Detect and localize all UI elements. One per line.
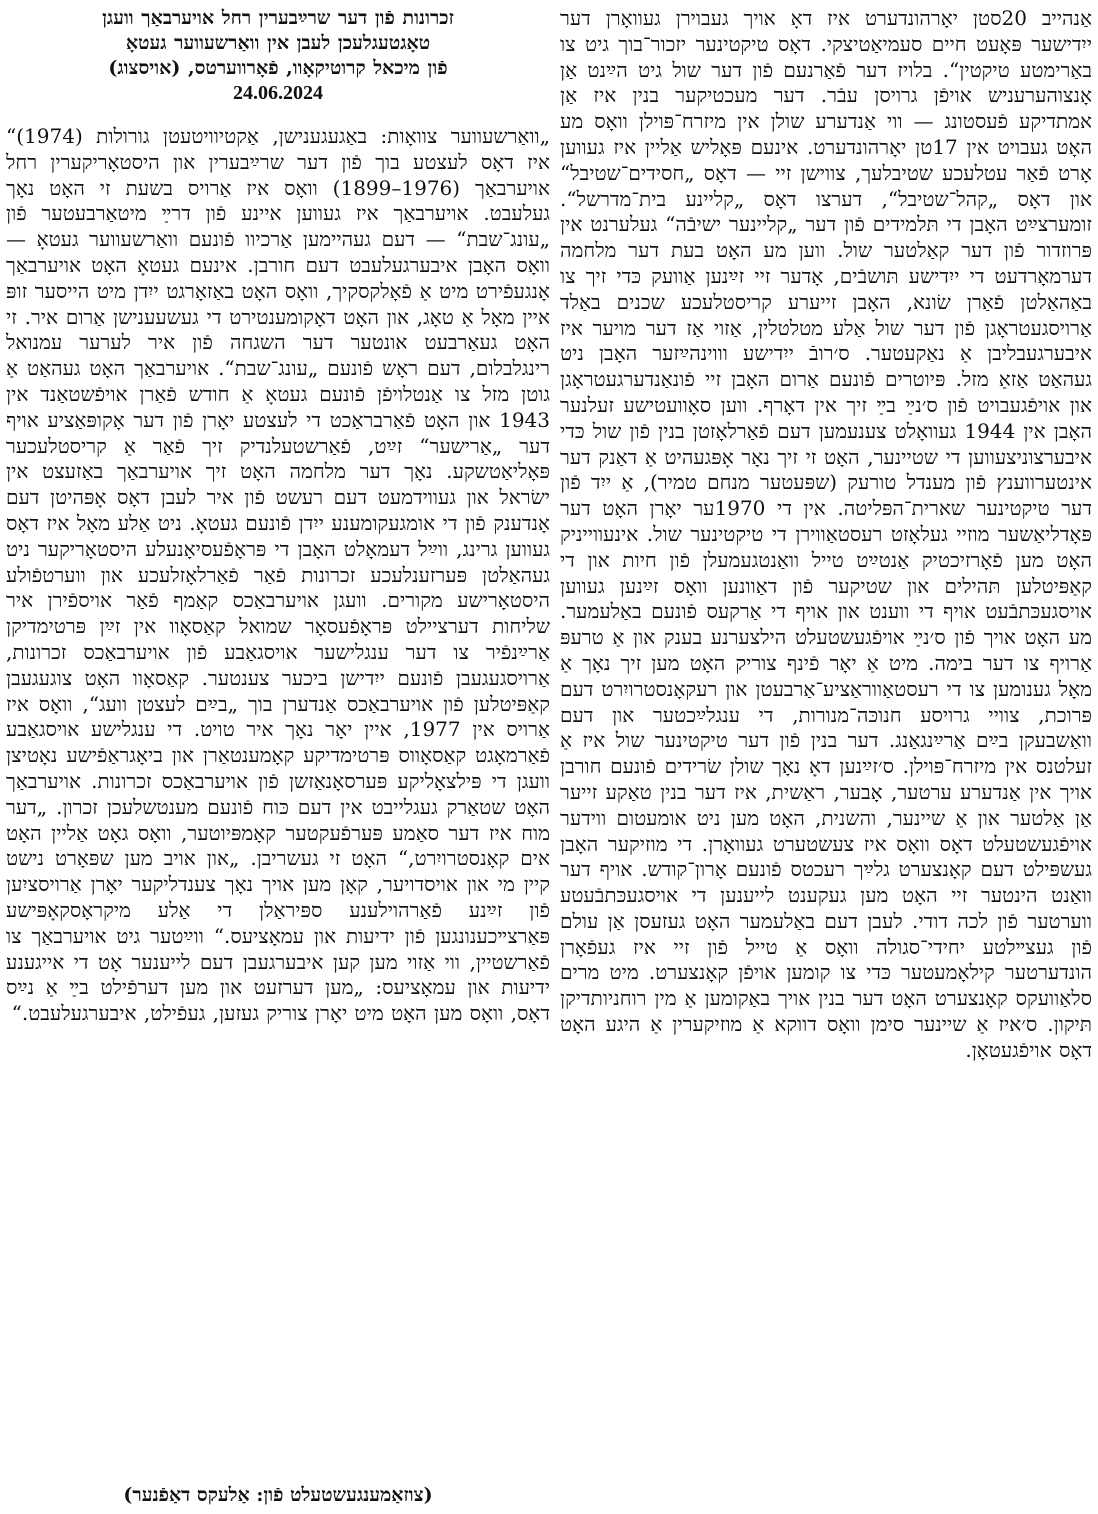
right-column: [560, 6, 1092, 1064]
right-column-paragraph: אַנהייב 20סטן יאָרהונדערט איז דאָ אויך געבוירן געוואָרן דער ייִדישער פּאָעט חיים סעמיאַטיצקי. דאָס טיקטינער יזכור־בוך גיט צו באַרימטע טיקטין“. בלויז דער פֿאַרנעם פֿון דער שול גיט הײַנט אַן אָנצוהערעניש אויפֿן גרויסן עבֿר. דער מעכטיקער בנין איז אַן אמתדיקע פֿעסטונג — ווי אַנדערע שולן אין מיזרח־פּוילן וואָס מע האָט געבויט אין 17טן יאָרהונדערט. אינעם פּאָליש אַליין איז געווען אָרט פֿאַר עטלעכע שטיבלעך, צווישן זיי — דאָס „חסידים־שטיבל“ און דאָס „קהל־שטיבל“, דערצו דאָס „קליינע בית־מדרשל“. זומערצײַט האָבן די תּלמידים פֿון דער „קליינער ישיבֿה“ געלערנט אין פּרוזדור פֿון דער קאַלטער שול. ווען מע האָט בעת דער מלחמה דערמאָרדעט די ייִדישע תּושבֿים, אָדער זיי זײַנען אַוועק כּדי זיך צו באַהאַלטן פֿאַרן שׂונא, האָבן זייערע קריסטלעכע שכנים באַלד אַרויסגעטראָגן פֿון דער שול אַלע מטלטלין, אַזוי אַז דער מויער איז איבערגעבליבן אַ נאַקעטער. ס׳רובֿ ייִדישע וווינהײַזער האָבן ניט געהאַט אַזאַ מזל. פּיוטרים פֿונעם אַרום האָבן זיי פֿונאַנדערגעטראָגן און אויפֿגעבויט פֿון ס׳נײַ בײַ זיך אין דאָרף. ווען סאָוועטישע זעלנער האָבן אין 1944 געוואָלט צענעמען דעם פֿאַרלאָזטן בנין פֿון שול כּדי איבערצוניצעווען די שטיינער, האָט זי זיך נאָר אָפּגעהיט אַ דאַנק דער אינטערווענץ פֿון מענדל טורעק (שפּעטער מנחם טמיר), אַ ייִד פֿון דער טיקטינער שארית־הפּליטה. אין די 1970ער יאָרן האָט דער פּאָדליאַשער מוזיי געלאָזט רעסטאַווירן די טיקטינער שול. אינעווייניק האָט מען פֿאָרזיכטיק אַנטײַט טייל וואַנטגעמעלן פֿון חיות און די קאַפּיטלען תּהילים און שטיקער פֿון דאַוונען וואָס זײַנען געווען אויסגעכּתבֿעט אויף די ווענט און אויף די אַרקעס פֿונעם באַלעמער. מע האָט אויך פֿון ס׳נײַ אויפֿגעשטעלט הילצערנע בענק און אַ טרעפּ אַרויף צו דער בימה. מיט אַ יאָר פֿינף צוריק האָט מען זיך נאָך אַ מאָל גענומען צו די רעסטאַווראַציע־אַרבעטן און רעקאָנסטרויִרט דעם פּרוכת, צוויי גרויסע חנוכּה־מנורות, די ענגלײַכטער און דעם וואַשבעקן בײַם אַרײַנגאַנג. דער בנין פֿון דער טיקטינער שול איז אַ זעלטנס אין מיזרח־פּוילן. ס׳זײַנען דאָ נאָך שולן שׂרידים פֿונעם חורבן אויך אין אַנדערע ערטער, אָבער, ראַשית, איז דער בנין טאַקע זייער אַן אַלטער און אַ שיינער, והשנית, האָט מען ניט אומעטום ווידער אויפֿגעשטעלט דאָס וואָס איז צעשטערט געוואָרן. די מוזיקער האָבן געשפּילט דעם קאָנצערט גלײַך רעכטס פֿונעם אָרון־קודש. אויף דער וואַנט הינטער זיי האָט מען געקענט לייענען די אויסגעכּתבֿעטע ווערטער פֿון לכה דודי. לעבן דעם באַלעמער האָט געזעסן אַן עולם פֿון געצײלטע יחידי־סגולה וואָס אַ טייל פֿון זיי איז געפֿאָרן הונדערטער קילאָמעטער כּדי צו קומען אויפֿן קאָנצערט. מיט מרים סלאַוועקס קאָנצערט האָט דער בנין אויך באַקומען אַ מין רוחניותדיקן תּיקון. ס׳איז אַ שיינער סימן וואָס דווקא אַ מוזיקערין אַ היגע האָט דאָס אויפֿגעטאָן.: [560, 6, 1093, 1062]
compiler-credit: (צוזאַמענגעשטעלט פֿון: אַלעקס דאַפֿנער): [123, 1484, 433, 1506]
left-column-body: [6, 124, 550, 1027]
left-column: [6, 6, 550, 1027]
article-header: [6, 6, 550, 106]
article-title-line-2: טאָגטעגלעכן לעבן אין וואַרשעווער געטאָ: [125, 32, 431, 54]
article-author-line: פֿון מיכאל קרוטיקאָוו, פֿאָרווערטס, (אויסצוג): [108, 57, 448, 79]
right-column-body: [560, 6, 1092, 1064]
article-title-line-1: זכרונות פֿון דער שרײַבערין רחל אויערבאַך וועגן: [102, 7, 454, 29]
left-column-paragraph: „וואַרשעווער צוואָות: באַגעגענישן, אַקטיוויטעטן גורולות (1974)“ איז דאָס לעצטע בוך פֿון דער שרײַבערין און היסטאָריקערין רחל אויערבאַך (1976–1899) וואָס איז אַרויס בשעת זי האָט נאָך געלעבט. אויערבאַך איז געווען איינע פֿון דרײַ מיטאַרבעטער פֿון „עונג־שבת“ — דעם געהיימען אַרכיוו פֿונעם וואַרשעווער געטאָ — וואָס האָבן איבערגעלעבט דעם חורבן. אינעם געטאָ האָט אויערבאַך אָנגעפֿירט מיט אַ פֿאָלקסקיך, וואָס האָט באַזאָרגט ייִדן מיט הייסער זופּ איין מאָל אַ טאָג, און האָט דאָקומענטירט די געשעענישן אַרום איר. זי האָט געאַרבעט אונטער דער השגחה פֿון איר לערער עמנואל רינגלבלום, דעם ראָש פֿונעם „עונג־שבת“. אויערבאַך האָט געהאַט אַ גוטן מזל צו אַנטלויפֿן פֿונעם געטאָ אַ חודש פֿאַרן אויפֿשטאַנד אין 1943 און האָט פֿאַרבראַכט די לעצטע יאָרן פֿון דער אָקופּאַציע אויף דער „אַרישער“ זײַט, פֿאַרשטעלנדיק זיך פֿאַר אַ קריסטלעכער פּאָליאַטשקע. נאָך דער מלחמה האָט זיך אויערבאַך באַזעצט אין ישׂראל און געווידמעט דעם רעשט פֿון איר לעבן דאָס אָפּהיטן דעם אָנדענק פֿון די אומגעקומענע ייִדן פֿונעם געטאָ. ניט אַלע מאָל איז דאָס געווען גרינג, ווײַל דעמאָלט האָבן די פּראָפֿעסיאָנעלע היסטאָריקער ניט געהאַלטן פּערזענלעכע זכרונות פֿאַר פֿאַרלאָזלעכע און ווערטפֿולע היסטאָרישע מקורים. וועגן אויערבאַכס קאַמף פֿאַר אויספֿירן איר שליחות דערציילט פּראָפֿעסאָר שמואל קאַסאָוו אין זײַן פּרטימדיקן אַרײַנפֿיר צו דער ענגלישער אויסגאַבע פֿון אויערבאַכס זכרונות, אַרויסגעגעבן פֿונעם ייִדישן ביכער צענטער. קאַסאָוו האָט צוגעגעבן קאַפּיטלען פֿון אויערבאַכס אַנדערן בוך „בײַם לעצטן וועג“, וואָס איז אַרויס אין 1977, איין יאָר נאָך איר טויט. די ענגלישע אויסגאַבע פֿאַרמאָגט קאַסאָווס פּרטימדיקע קאָמענטאַרן און ביאָגראַפֿישע נאָטיצן וועגן די פּילצאָליקע פּערסאָנאַזשן פֿון אויערבאַכס זכרונות. אויערבאַך האָט שטאַרק געגלייבט אין דעם כּוח פֿונעם מענטשלעכן זכרון. „דער מוח איז דער סאַמע פּערפֿעקטער קאָמפּיוטער, וואָס גאָט אַליין האָט אים קאָנסטרויִרט,“ האָט זי געשריבן. „און אויב מען שפּאָרט נישט קיין מי און אויסדויער, קאָן מען אויך נאָך צענדליקער יאָרן אַרויסציִען פֿון זײַנע פֿאַרהוילענע ספּיראַלן די אַלע מיקראָסקאָפּישע פּאַרצײכענונגען פֿון ידיעות און עמאָציעס.“ ווײַטער גיט אויערבאַך צו פֿאַרשטיין, ווי אַזוי מען קען איבערגעבן דעם לייענער אָט די אייגענע ידיעות און עמאָציעס: „מען דערזעט און מען דערפֿילט בײַ אַ נײַס דאָס, וואָס מען האָט מיט יאָרן צוריק געזען, געפֿילט, איבערגעלעבט.“: [6, 124, 550, 1026]
article-date: 24.06.2024: [233, 82, 323, 104]
